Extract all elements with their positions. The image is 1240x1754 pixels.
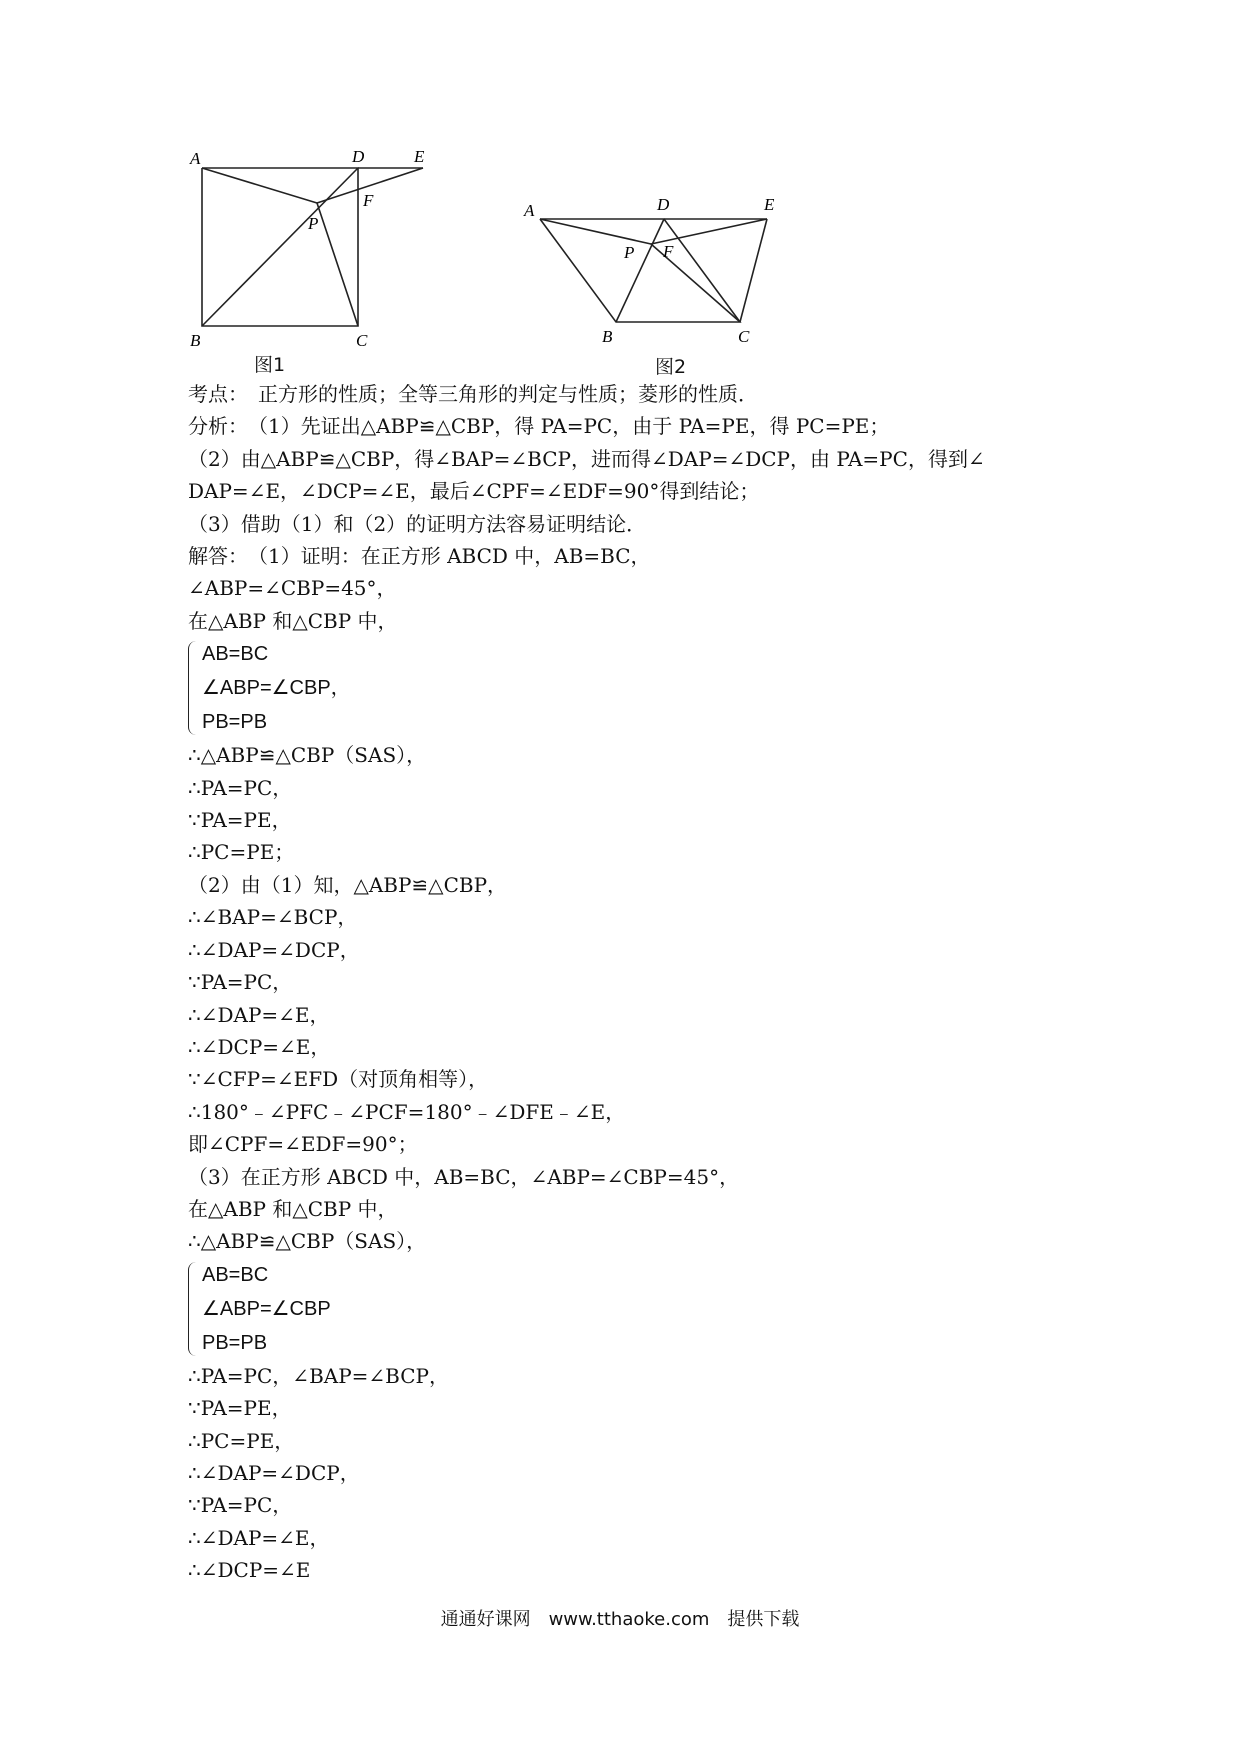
- fig2-label-e: E: [764, 195, 775, 214]
- solution-text: [188, 378, 1068, 1587]
- figure-1: [180, 140, 440, 370]
- fig1-label-c: C: [356, 331, 368, 350]
- fig1-label-b: B: [190, 331, 201, 350]
- fig1-label-f: F: [363, 191, 374, 210]
- text-line: ∴PC=PE；: [188, 840, 295, 865]
- text-line: （2）由△ABP≌△CBP，得∠BAP=∠BCP，进而得∠DAP=∠DCP，由 PA=PC，得到∠: [188, 446, 985, 471]
- fig2-label-b: B: [602, 327, 613, 346]
- figure-2-diagram: [520, 190, 790, 360]
- text-line: ∴PC=PE，: [188, 1428, 295, 1453]
- text-line: 在△ABP 和△CBP 中，: [188, 1196, 398, 1221]
- fig1-label-p: P: [308, 214, 319, 233]
- analysis-block: [188, 378, 1068, 637]
- fig1-label-a: A: [190, 149, 201, 168]
- text-line: ∵PA=PC，: [188, 970, 293, 995]
- text-line: ∴∠DCP=∠E，: [188, 1034, 331, 1059]
- system-row: ∠ABP=∠CBP: [202, 1297, 331, 1320]
- text-line: ∠ABP=∠CBP=45°，: [188, 576, 397, 601]
- system-row: PB=PB: [202, 711, 268, 734]
- text-line: DAP=∠E，∠DCP=∠E，最后∠CPF=∠EDF=90°得到结论；: [188, 479, 760, 504]
- text-line: ∴△ABP≌△CBP（SAS），: [188, 743, 427, 768]
- text-line: 考点： 正方形的性质；全等三角形的判定与性质；菱形的性质．: [188, 382, 758, 406]
- fig2-label-a: A: [524, 201, 535, 220]
- text-line: ∴△ABP≌△CBP（SAS），: [188, 1229, 427, 1254]
- system-row: AB=BC: [202, 643, 269, 666]
- figure-1-diagram: [180, 140, 440, 370]
- figure-2-caption: 图2: [655, 356, 687, 378]
- page-footer: 通通好课网 www.tthaoke.com 提供下载: [440, 1609, 800, 1630]
- text-line: ∴180°﹣∠PFC﹣∠PCF=180°﹣∠DFE﹣∠E，: [188, 1099, 626, 1124]
- text-line: ∴∠BAP=∠BCP，: [188, 905, 358, 930]
- text-line: ∴∠DCP=∠E: [188, 1558, 311, 1583]
- text-line: ∵PA=PC，: [188, 1493, 293, 1518]
- text-line: ∴∠DAP=∠DCP，: [188, 937, 360, 962]
- system-row: AB=BC: [202, 1263, 269, 1286]
- text-line: ∴PA=PC，∠BAP=∠BCP，: [188, 1363, 450, 1388]
- text-line: （3）在正方形 ABCD 中，AB=BC，∠ABP=∠CBP=45°，: [188, 1164, 740, 1189]
- text-line: ∵PA=PE，: [188, 808, 292, 833]
- system-row: ∠ABP=∠CBP，: [202, 677, 351, 700]
- system-row: PB=PB: [202, 1331, 268, 1354]
- fig1-label-e: E: [414, 147, 425, 166]
- fig2-label-f: F: [663, 242, 674, 261]
- text-line: ∴PA=PC，: [188, 775, 293, 800]
- proof-block-continued: [188, 1360, 1068, 1587]
- equation-system-1: [188, 637, 1068, 739]
- proof-block: [188, 739, 1068, 1258]
- fig2-label-c: C: [738, 327, 750, 346]
- equation-system-2: [188, 1258, 1068, 1360]
- text-line: 解答： （1）证明：在正方形 ABCD 中，AB=BC，: [188, 544, 651, 569]
- text-line: ∴∠DAP=∠E，: [188, 1525, 330, 1550]
- text-line: ∵∠CFP=∠EFD（对顶角相等），: [188, 1067, 489, 1092]
- text-line: ∴∠DAP=∠DCP，: [188, 1460, 360, 1485]
- fig1-label-d: D: [352, 147, 365, 166]
- text-line: （3）借助（1）和（2）的证明方法容易证明结论．: [188, 511, 647, 536]
- text-line: 在△ABP 和△CBP 中，: [188, 608, 398, 633]
- text-line: 即∠CPF=∠EDF=90°；: [188, 1132, 418, 1157]
- text-line: 分析： （1）先证出△ABP≌△CBP，得 PA=PC，由于 PA=PE，得 PC=PE；: [188, 414, 890, 439]
- figure-2: [520, 190, 790, 360]
- text-line: （2）由（1）知，△ABP≌△CBP，: [188, 872, 508, 897]
- text-line: ∵PA=PE，: [188, 1396, 292, 1421]
- fig2-label-p: P: [624, 243, 635, 262]
- fig2-label-d: D: [657, 195, 670, 214]
- text-line: ∴∠DAP=∠E，: [188, 1002, 330, 1027]
- figure-1-caption: 图1: [254, 354, 286, 376]
